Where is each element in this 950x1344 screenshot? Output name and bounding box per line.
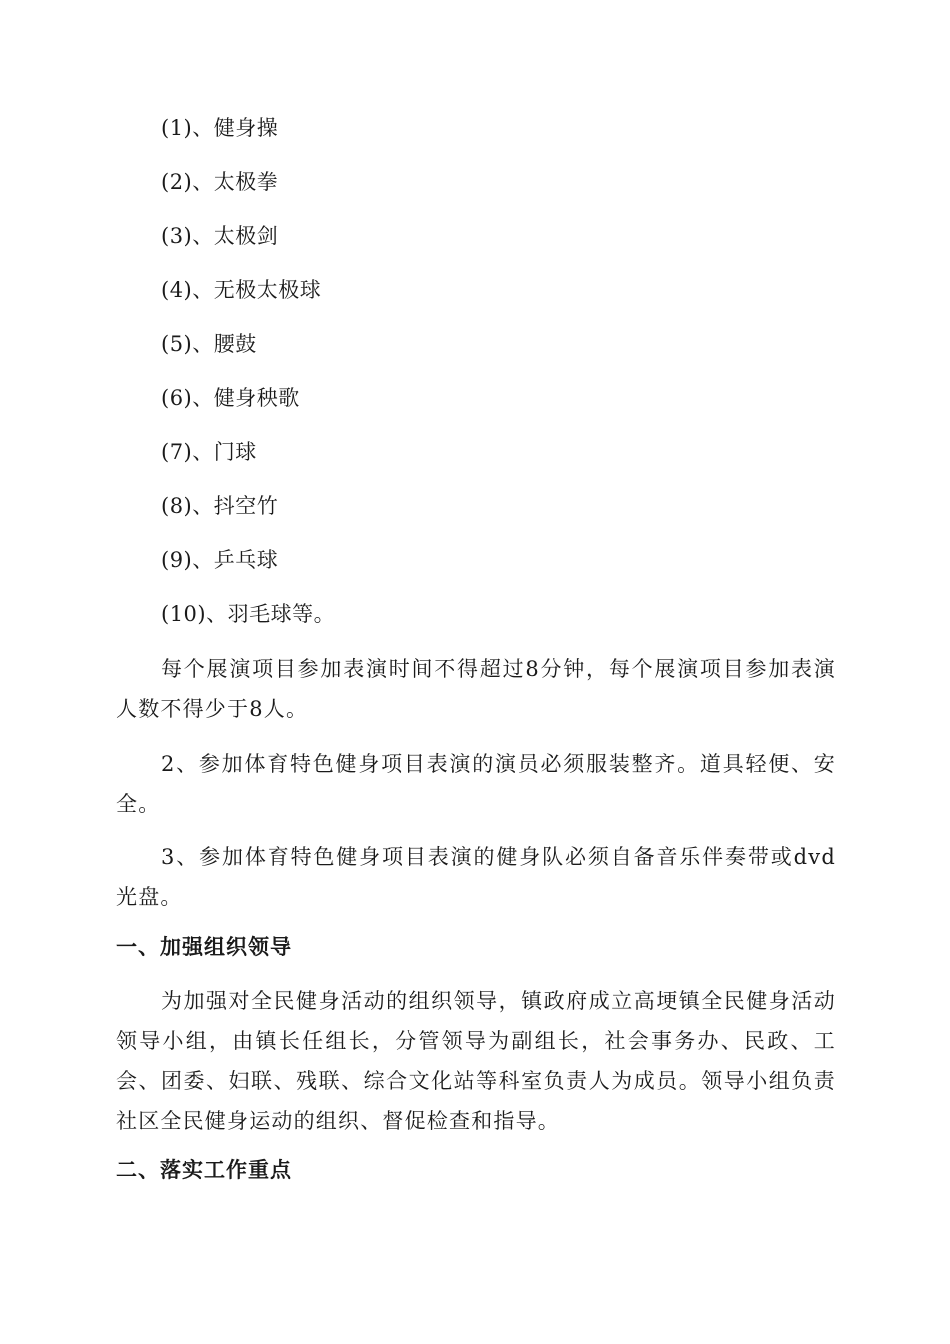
list-item-5: (5)、腰鼓 (161, 332, 257, 356)
list-item-1: (1)、健身操 (161, 116, 279, 140)
paragraph-duration-rules: 每个展演项目参加表演时间不得超过8分钟，每个展演项目参加表演人数不得少于8人。 (116, 657, 836, 721)
list-item-2: (2)、太极拳 (161, 170, 279, 194)
list-item-4: (4)、无极太极球 (161, 278, 322, 302)
paragraph-costume-rules: 2、参加体育特色健身项目表演的演员必须服装整齐。道具轻便、安全。 (116, 752, 836, 816)
paragraph-leadership-group: 为加强对全民健身活动的组织领导，镇政府成立高埂镇全民健身活动领导小组，由镇长任组长，分管领导为副组长，社会事务办、民政、工会、团委、妇联、残联、综合文化站等科室负责人为成员。领导小组负责社区全民健身运动的组织、督促检查和指导。 (116, 989, 836, 1133)
section-heading-organization: 一、加强组织领导 (116, 935, 292, 959)
paragraph-music-rules: 3、参加体育特色健身项目表演的健身队必须自备音乐伴奏带或dvd光盘。 (116, 845, 836, 909)
section-heading-work-focus: 二、落实工作重点 (116, 1158, 292, 1182)
list-item-7: (7)、门球 (161, 440, 257, 464)
list-item-10: (10)、羽毛球等。 (161, 602, 336, 626)
list-item-8: (8)、抖空竹 (161, 494, 279, 518)
list-item-6: (6)、健身秧歌 (161, 386, 300, 410)
list-item-3: (3)、太极剑 (161, 224, 279, 248)
list-item-9: (9)、乒乓球 (161, 548, 279, 572)
